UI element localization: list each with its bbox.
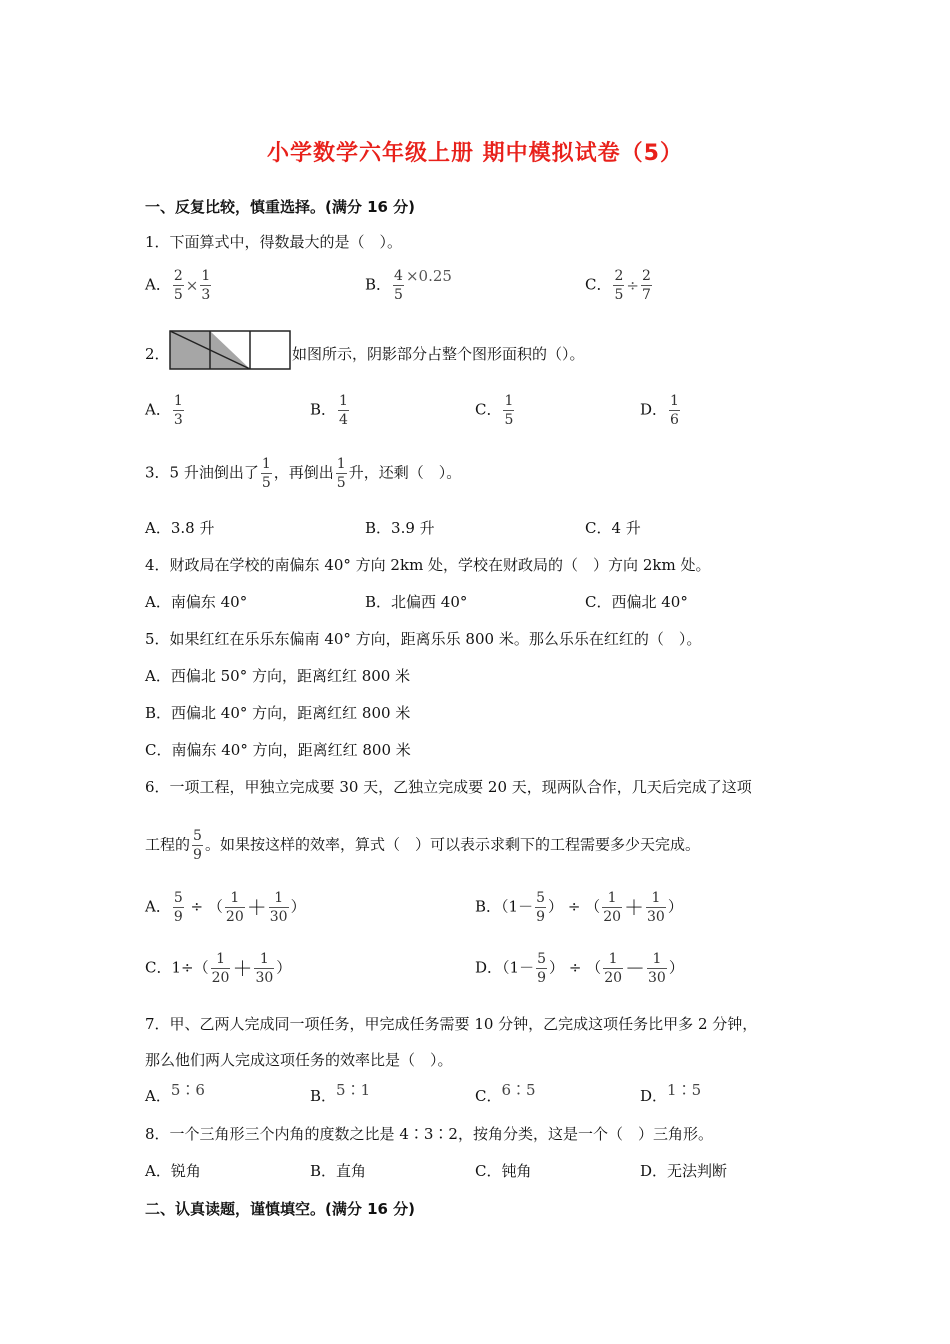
q2-number: 2． <box>145 345 170 363</box>
q4-stem: 4．财政局在学校的南偏东 40° 方向 2km 处，学校在财政局的（ ）方向 2km 处。 <box>145 556 711 574</box>
q6-option-d: D．（1－ $\frac{5}{9}$ ） ÷ （ $\frac{1}{20}$ － $\frac{1}{30}$ ） <box>475 951 684 986</box>
q6-option-b: B．（1－ $\frac{5}{9}$ ） ÷ （ $\frac{1}{20}$ ＋ $\frac{1}{30}$ ） <box>475 890 683 925</box>
q1-c-label: C． <box>585 275 612 294</box>
q1-c-fraction-2: $\frac{2}{7}$ <box>641 268 651 303</box>
q8-option-a: A．锐角 <box>145 1162 201 1180</box>
q1-a-fraction-1: $\frac{2}{5}$ <box>173 268 183 303</box>
q2-stem: 如图所示，阴影部分占整个图形面积的（）。 <box>292 345 585 363</box>
q3-option-b: B．3.9 升 <box>365 519 435 537</box>
q7-option-c: C．6∶5 <box>475 1081 536 1105</box>
q7-option-b: B．5∶1 <box>310 1081 371 1105</box>
q1-b-fraction: $\frac{4}{5}$ <box>394 268 403 303</box>
q1-option-b <box>365 268 452 303</box>
q1-stem: 1．下面算式中，得数最大的是（ ）。 <box>145 233 403 251</box>
q6-line-2: 工程的 $\frac{5}{9}$ 。如果按这样的效率，算式（ ）可以表示求剩下的工程需要多少天完成。 <box>145 828 700 863</box>
q2-shaded-rectangle-figure <box>169 330 291 370</box>
q1-option-a <box>145 268 213 303</box>
q4-option-a: A．南偏东 40° <box>145 593 248 611</box>
q1-a-operator: × <box>185 276 199 295</box>
q5-option-b: B．西偏北 40° 方向，距离红红 800 米 <box>145 704 411 722</box>
q4-option-c: C．西偏北 40° <box>585 593 688 611</box>
q1-b-label: B． <box>365 275 392 294</box>
q8-option-d: D．无法判断 <box>640 1162 728 1180</box>
q1-a-label: A． <box>145 275 171 294</box>
q3-stem: 3．5 升油倒出了 $\frac{1}{5}$ ，再倒出 $\frac{1}{5}$ 升，还剩（ ）。 <box>145 456 462 491</box>
q7-line-1: 7．甲、乙两人完成同一项任务，甲完成任务需要 10 分钟，乙完成这项任务比甲多 2 分钟， <box>145 1015 758 1033</box>
q5-stem: 5．如果红红在乐乐东偏南 40° 方向，距离乐乐 800 米。那么乐乐在红红的（ ）。 <box>145 630 702 648</box>
q3-option-a: A．3.8 升 <box>145 519 215 537</box>
q8-option-c: C．钝角 <box>475 1162 532 1180</box>
q4-option-b: B．北偏西 40° <box>365 593 468 611</box>
q1-c-fraction-1: $\frac{2}{5}$ <box>614 268 624 303</box>
q8-option-b: B．直角 <box>310 1162 367 1180</box>
q1-c-operator: ÷ <box>626 276 639 295</box>
q1-a-fraction-2: $\frac{1}{3}$ <box>201 268 211 303</box>
q2-option-a: A． $\frac{1}{3}$ <box>145 393 183 428</box>
q8-stem: 8．一个三角形三个内角的度数之比是 4∶3∶2，按角分类，这是一个（ ）三角形。 <box>145 1125 713 1143</box>
q2-option-c: C． $\frac{1}{5}$ <box>475 393 514 428</box>
q1-b-tail: ×0.25 <box>405 266 452 285</box>
q3-option-c: C．4 升 <box>585 519 641 537</box>
q7-option-d: D．1∶5 <box>640 1081 702 1105</box>
q1-option-c <box>585 268 654 303</box>
q7-line-2: 那么他们两人完成这项任务的效率比是（ ）。 <box>145 1051 453 1069</box>
section-2-heading: 二、认真读题，谨慎填空。(满分 16 分) <box>145 1200 416 1218</box>
section-1-heading: 一、反复比较，慎重选择。(满分 16 分) <box>145 198 416 216</box>
q5-option-a: A．西偏北 50° 方向，距离红红 800 米 <box>145 667 411 685</box>
q5-option-c: C．南偏东 40° 方向，距离红红 800 米 <box>145 741 411 759</box>
page-title: 小学数学六年级上册 期中模拟试卷（5） <box>267 141 683 166</box>
q2-option-b: B． $\frac{1}{4}$ <box>310 393 348 428</box>
q6-option-a: A． $\frac{5}{9}$ ÷ （ $\frac{1}{20}$ ＋ $\frac{1}{30}$ ） <box>145 890 306 925</box>
q7-option-a: A．5∶6 <box>145 1081 205 1105</box>
q2-option-d: D． $\frac{1}{6}$ <box>640 393 679 428</box>
q6-option-c: C．1÷（ $\frac{1}{20}$ ＋ $\frac{1}{30}$ ） <box>145 951 292 986</box>
q6-line-1: 6．一项工程，甲独立完成要 30 天，乙独立完成要 20 天，现两队合作，几天后完成了这项 <box>145 778 752 796</box>
